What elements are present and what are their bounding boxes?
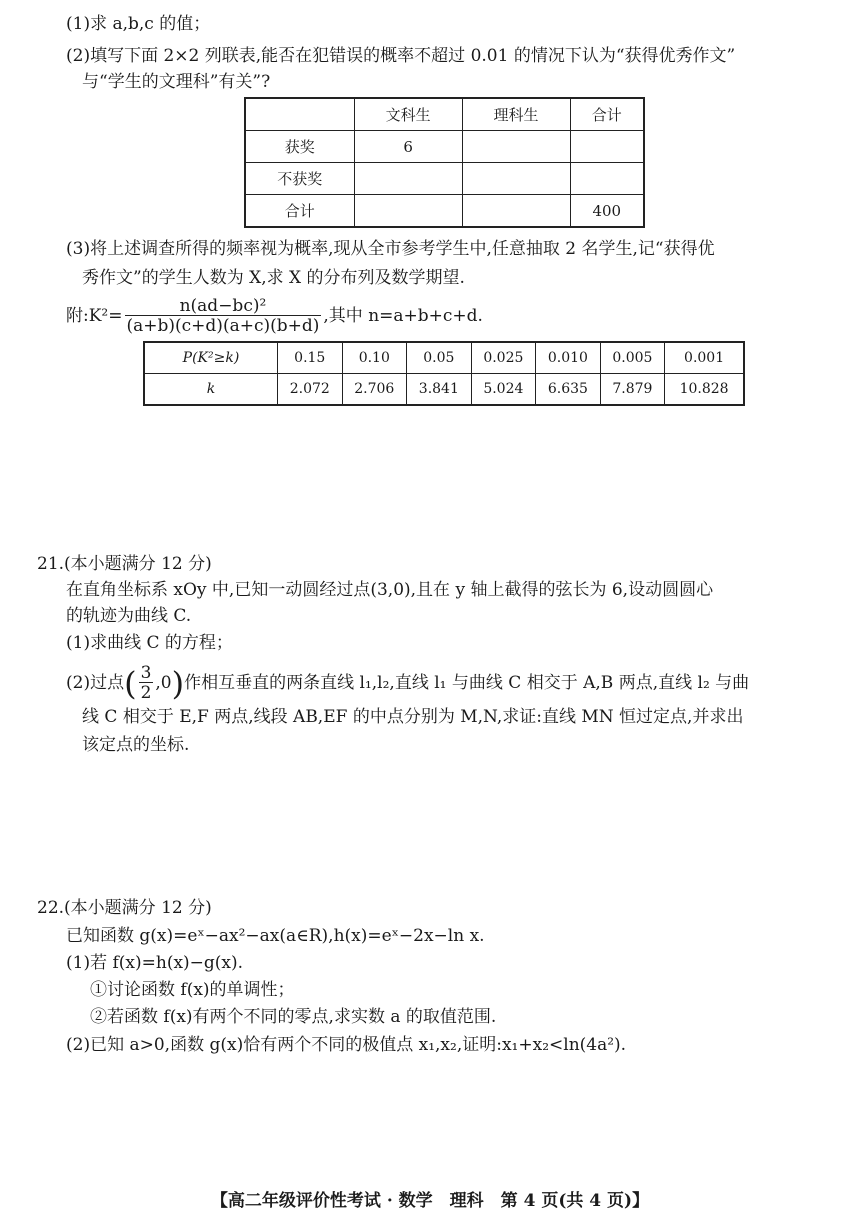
- table-cell: [570, 131, 644, 163]
- table-cell: 6.635: [536, 374, 601, 406]
- q21-part2-line1: [66, 663, 749, 704]
- table-cell: 0.010: [536, 342, 601, 374]
- q20-part3-line1: (3)将上述调查所得的频率视为概率,现从全市参考学生中,任意抽取 2 名学生,记“获得优: [66, 239, 715, 259]
- table-cell: 10.828: [665, 374, 744, 406]
- q22-part1: (1)若 f(x)=h(x)−g(x).: [66, 953, 244, 973]
- q20-part2-line1: (2)填写下面 2×2 列联表,能否在犯错误的概率不超过 0.01 的情况下认为“获得优秀作文”: [66, 46, 736, 66]
- table-cell: k: [144, 374, 278, 406]
- table-cell: [354, 195, 462, 228]
- q22-part2: (2)已知 a>0,函数 g(x)恰有两个不同的极值点 x₁,x₂,证明:x₁+x₂<ln(4a²).: [66, 1035, 627, 1055]
- q22-sub1: ①讨论函数 f(x)的单调性；: [90, 980, 295, 1000]
- formula-denominator: (a+b)(c+d)(a+c)(b+d): [126, 316, 320, 336]
- q21-part2-prefix: (2)过点: [66, 673, 125, 693]
- formula-fraction: [125, 297, 322, 336]
- q21-part2-line3: 该定点的坐标.: [82, 735, 190, 755]
- right-paren: ): [171, 664, 185, 703]
- q21-part2-rest: 作相互垂直的两条直线 l₁,l₂,直线 l₁ 与曲线 C 相交于 A,B 两点,直线 l₂ 与曲: [184, 673, 750, 693]
- table-cell: [462, 195, 570, 228]
- table-row: [245, 195, 644, 228]
- critical-value-table: [143, 341, 745, 406]
- table-cell: 不获奖: [245, 163, 354, 195]
- q21-line2: 的轨迹为曲线 C.: [66, 606, 192, 626]
- q22-line1: 已知函数 g(x)=eˣ−ax²−ax(a∈R),h(x)=eˣ−2x−ln x.: [66, 926, 485, 946]
- q21-title: 21.(本小题满分 12 分): [37, 554, 212, 574]
- table-header-cell: 文科生: [354, 98, 462, 131]
- table-cell: 0.15: [278, 342, 343, 374]
- fraction-numerator: 3: [140, 663, 152, 683]
- table-cell: [354, 163, 462, 195]
- formula-numerator: n(ad−bc)²: [125, 297, 322, 316]
- table-header-cell: 理科生: [462, 98, 570, 131]
- table-cell: 获奖: [245, 131, 354, 163]
- table-cell: [570, 163, 644, 195]
- q20-part3-line2: 秀作文”的学生人数为 X,求 X 的分布列及数学期望.: [82, 268, 465, 288]
- table-cell: 0.005: [600, 342, 665, 374]
- contingency-table: [244, 97, 645, 228]
- page-footer: 【高二年级评价性考试 · 数学 理科 第 4 页(共 4 页)】: [210, 1191, 650, 1211]
- q21-part2-line2: 线 C 相交于 E,F 两点,线段 AB,EF 的中点分别为 M,N,求证:直线 MN 恒过定点,并求出: [82, 707, 744, 727]
- table-cell: 合计: [245, 195, 354, 228]
- table-cell: 0.05: [407, 342, 472, 374]
- q20-part1: (1)求 a,b,c 的值；: [66, 14, 211, 34]
- table-cell: [462, 131, 570, 163]
- q22-sub2: ②若函数 f(x)有两个不同的零点,求实数 a 的取值范围.: [90, 1007, 497, 1027]
- formula-suffix: ,其中 n=a+b+c+d.: [323, 306, 483, 326]
- q20-part2-line2: 与“学生的文理科”有关”?: [82, 72, 271, 92]
- q22-title: 22.(本小题满分 12 分): [37, 898, 212, 918]
- table-cell: 7.879: [600, 374, 665, 406]
- table-header-cell: 合计: [570, 98, 644, 131]
- formula-line: [66, 296, 483, 336]
- point-tail: ,0: [155, 673, 172, 693]
- q21-line1: 在直角坐标系 xOy 中,已知一动圆经过点(3,0),且在 y 轴上截得的弦长为 6,设动圆圆心: [66, 580, 714, 600]
- table-row: [144, 342, 744, 374]
- table-cell: 2.072: [278, 374, 343, 406]
- table-cell: 400: [570, 195, 644, 228]
- table-cell: 6: [354, 131, 462, 163]
- table-cell: 5.024: [471, 374, 536, 406]
- left-paren: (: [124, 664, 137, 703]
- point-fraction: [139, 664, 154, 703]
- table-cell: [462, 163, 570, 195]
- table-cell: 0.10: [342, 342, 407, 374]
- formula-prefix: 附:K²=: [66, 306, 123, 326]
- table-cell: 3.841: [407, 374, 472, 406]
- table-cell: 0.001: [665, 342, 744, 374]
- table-row: [245, 163, 644, 195]
- table-row: [245, 98, 644, 131]
- fraction-denominator: 2: [140, 683, 152, 703]
- table-row: [144, 374, 744, 406]
- table-row: [245, 131, 644, 163]
- table-header-cell: [245, 98, 354, 131]
- table-cell: 2.706: [342, 374, 407, 406]
- table-cell: P(K²≥k): [144, 342, 278, 374]
- table-cell: 0.025: [471, 342, 536, 374]
- q21-part1: (1)求曲线 C 的方程；: [66, 633, 233, 653]
